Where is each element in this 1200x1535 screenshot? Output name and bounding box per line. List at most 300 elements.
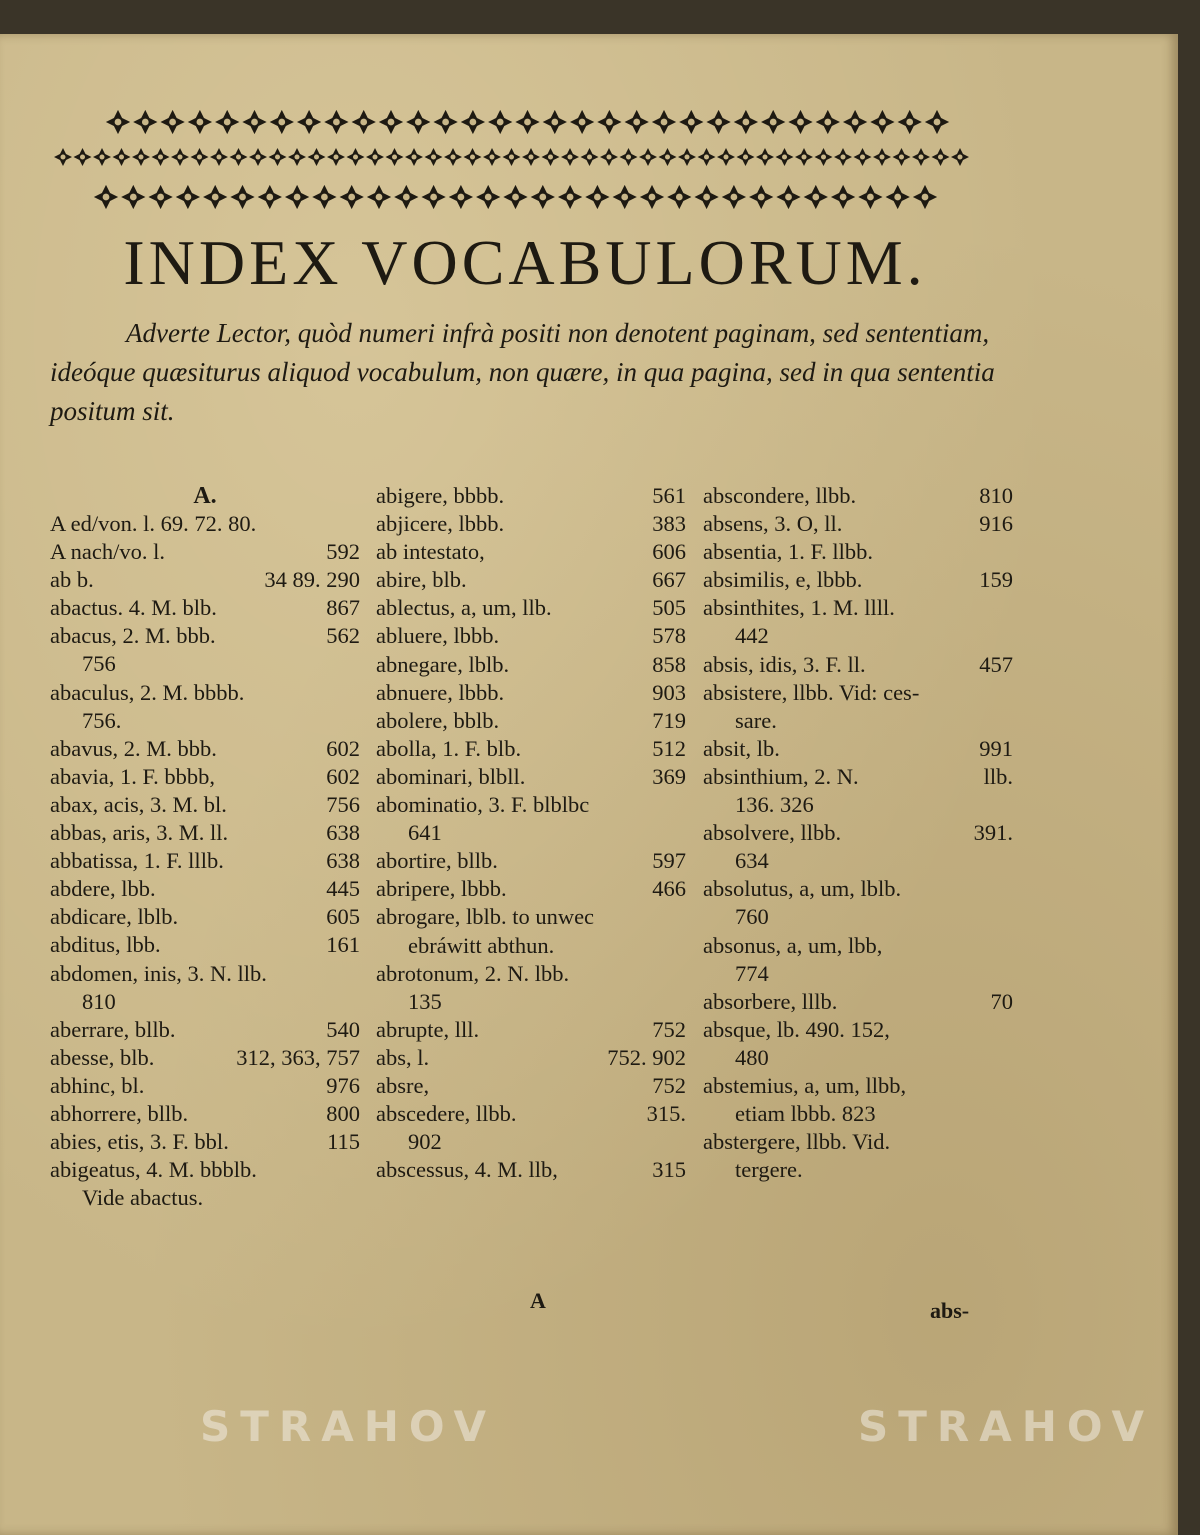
fleuron-icon: [613, 185, 637, 209]
entry-word: abies, etis, 3. F. bbl.: [50, 1129, 229, 1155]
index-entry: [50, 875, 360, 903]
entry-reference: 578: [652, 623, 686, 649]
entry-word: abacus, 2. M. bbb.: [50, 623, 216, 649]
entry-reference: 512: [652, 735, 686, 761]
entry-word: 756.: [82, 707, 122, 733]
index-entry: [50, 763, 360, 791]
index-entry: [703, 988, 1013, 1016]
fleuron-icon: [843, 110, 867, 134]
entry-word: abdere, lbb.: [50, 876, 156, 902]
fleuron-icon: [74, 148, 92, 166]
fleuron-icon: [367, 185, 391, 209]
index-entry: [50, 650, 360, 678]
fleuron-icon: [503, 185, 527, 209]
fleuron-icon: [620, 148, 638, 166]
fleuron-icon: [406, 110, 430, 134]
fleuron-icon: [678, 148, 696, 166]
index-entry: [376, 510, 686, 538]
entry-reference: 561: [652, 483, 686, 508]
entry-reference: 70: [990, 988, 1013, 1014]
fleuron-icon: [597, 110, 621, 134]
fleuron-icon: [324, 110, 348, 134]
fleuron-icon: [600, 148, 618, 166]
fleuron-icon: [776, 148, 794, 166]
index-entry: [703, 1016, 1013, 1044]
fleuron-icon: [639, 148, 657, 166]
entry-list: [703, 482, 1013, 1184]
fleuron-icon: [203, 185, 227, 209]
fleuron-icon: [327, 148, 345, 166]
index-entry: [703, 847, 1013, 875]
fleuron-icon: [854, 148, 872, 166]
fleuron-icon: [815, 148, 833, 166]
entry-reference: 391.: [973, 820, 1013, 846]
fleuron-icon: [749, 185, 773, 209]
entry-word: abstergere, llbb. Vid.: [703, 1129, 891, 1155]
fleuron-icon: [659, 148, 677, 166]
index-entry: [376, 482, 686, 510]
entry-list: [376, 482, 686, 1184]
entry-word: abluere, lbbb.: [376, 623, 500, 649]
fleuron-icon: [152, 148, 170, 166]
fleuron-icon: [698, 148, 716, 166]
fleuron-icon: [171, 148, 189, 166]
fleuron-icon: [270, 110, 294, 134]
entry-reference: 597: [652, 848, 686, 874]
entry-word: absistere, llbb. Vid: ces-: [703, 679, 920, 705]
index-column-3: [703, 482, 1013, 1184]
fleuron-icon: [951, 148, 969, 166]
fleuron-icon: [352, 110, 376, 134]
index-entry: [703, 1100, 1013, 1128]
entry-reference: 505: [652, 595, 686, 621]
fleuron-icon: [795, 148, 813, 166]
entry-reference: 638: [326, 820, 360, 846]
entry-reference: 606: [652, 539, 686, 565]
entry-word: absonus, a, um, lbb,: [703, 932, 883, 958]
watermark-stamp: STRAHOV: [858, 1402, 1154, 1451]
index-entry: [703, 594, 1013, 622]
entry-word: abnegare, lblb.: [376, 651, 510, 677]
fleuron-icon: [542, 148, 560, 166]
entry-word: 902: [408, 1129, 442, 1155]
index-column-1: [50, 482, 360, 1212]
index-entry: [703, 735, 1013, 763]
fleuron-icon: [285, 185, 309, 209]
entry-word: abs, l.: [376, 1044, 430, 1070]
index-entry: [376, 622, 686, 650]
fleuron-icon: [258, 185, 282, 209]
entry-word: abax, acis, 3. M. bl.: [50, 791, 227, 817]
entry-reference: 315: [652, 1157, 686, 1183]
fleuron-icon: [483, 148, 501, 166]
index-entry: [50, 1128, 360, 1156]
entry-word: abbatissa, 1. F. lllb.: [50, 848, 224, 874]
fleuron-icon: [561, 148, 579, 166]
fleuron-icon: [176, 185, 200, 209]
index-entry: [376, 960, 686, 988]
fleuron-icon: [737, 148, 755, 166]
index-entry: [376, 735, 686, 763]
index-entry: [703, 707, 1013, 735]
ornament-row-bottom: [94, 185, 937, 209]
entry-word: 634: [735, 848, 769, 874]
entry-word: 760: [735, 904, 769, 930]
fleuron-icon: [503, 148, 521, 166]
fleuron-icon: [312, 185, 336, 209]
entry-word: absentia, 1. F. llbb.: [703, 539, 874, 565]
fleuron-icon: [706, 110, 730, 134]
fleuron-icon: [585, 185, 609, 209]
entry-word: absis, idis, 3. F. ll.: [703, 651, 866, 677]
entry-reference: 602: [326, 735, 360, 761]
entry-reference: 719: [652, 707, 686, 733]
fleuron-icon: [858, 185, 882, 209]
catchword-signature: A: [530, 1288, 546, 1313]
index-entry: [50, 1184, 360, 1212]
fleuron-icon: [394, 185, 418, 209]
entry-word: absre,: [376, 1072, 430, 1098]
index-entry: [703, 1044, 1013, 1072]
entry-word: 136. 326: [735, 792, 814, 818]
entry-word: ablectus, a, um, llb.: [376, 595, 552, 621]
entry-word: abominari, blbll.: [376, 763, 526, 789]
fleuron-icon: [694, 185, 718, 209]
index-entry: [376, 1128, 686, 1156]
entry-word: sare.: [735, 707, 777, 733]
entry-reference: 756: [326, 791, 360, 817]
index-entry: [703, 1128, 1013, 1156]
fleuron-icon: [121, 185, 145, 209]
fleuron-icon: [816, 110, 840, 134]
fleuron-icon: [148, 185, 172, 209]
index-entry: [703, 622, 1013, 650]
entry-reference: 867: [326, 595, 360, 621]
entry-word: absinthium, 2. N.: [703, 763, 859, 789]
ornament-row-top: [106, 110, 949, 134]
fleuron-icon: [870, 110, 894, 134]
fleuron-icon: [570, 110, 594, 134]
index-entry: [376, 538, 686, 566]
fleuron-icon: [464, 148, 482, 166]
entry-word: abigeatus, 4. M. bbblb.: [50, 1157, 257, 1183]
entry-word: abscedere, llbb.: [376, 1101, 517, 1127]
entry-word: 756: [82, 651, 116, 677]
index-entry: [376, 707, 686, 735]
index-entry: [703, 1156, 1013, 1184]
entry-reference: 916: [979, 511, 1013, 537]
book-page: [0, 34, 1178, 1535]
fleuron-icon: [834, 148, 852, 166]
entry-reference: 810: [979, 483, 1013, 508]
entry-reference: llb.: [983, 763, 1013, 789]
fleuron-icon: [113, 148, 131, 166]
ornament-row-middle: [54, 148, 969, 166]
entry-word: abnuere, lbbb.: [376, 679, 505, 705]
entry-word: abigere, bbbb.: [376, 483, 505, 508]
index-entry: [50, 791, 360, 819]
entry-word: ebráwitt abthun.: [408, 932, 555, 958]
fleuron-icon: [191, 148, 209, 166]
fleuron-icon: [925, 110, 949, 134]
index-entry: [703, 538, 1013, 566]
entry-word: A nach/vo. l.: [50, 539, 165, 565]
fleuron-icon: [913, 185, 937, 209]
index-entry: [376, 651, 686, 679]
entry-word: A ed/von. l. 69. 72. 80.: [50, 511, 257, 536]
index-entry: [703, 960, 1013, 988]
index-entry: [703, 679, 1013, 707]
entry-reference: 638: [326, 848, 360, 874]
index-entry: [50, 931, 360, 959]
index-entry: [376, 932, 686, 960]
entry-word: abolere, bblb.: [376, 707, 500, 733]
entry-word: ab intestato,: [376, 539, 485, 565]
index-entry: [50, 594, 360, 622]
fleuron-icon: [308, 148, 326, 166]
entry-word: abdomen, inis, 3. N. llb.: [50, 960, 267, 986]
fleuron-icon: [776, 185, 800, 209]
entry-word: absorbere, lllb.: [703, 988, 838, 1014]
index-entry: [376, 1016, 686, 1044]
entry-word: etiam lbbb. 823: [735, 1101, 876, 1127]
index-entry: [50, 847, 360, 875]
index-entry: [376, 1100, 686, 1128]
entry-word: abolla, 1. F. blb.: [376, 735, 522, 761]
entry-reference: 991: [979, 735, 1013, 761]
entry-reference: 466: [652, 876, 686, 902]
fleuron-icon: [625, 110, 649, 134]
entry-word: Vide abactus.: [82, 1185, 204, 1211]
index-entry: [50, 1072, 360, 1100]
index-entry: [703, 875, 1013, 903]
entry-word: absolutus, a, um, lblb.: [703, 876, 902, 902]
fleuron-icon: [581, 148, 599, 166]
entry-reference: 457: [979, 651, 1013, 677]
entry-word: abscessus, 4. M. llb,: [376, 1157, 558, 1183]
index-entry: [703, 791, 1013, 819]
entry-word: abscondere, llbb.: [703, 483, 857, 508]
fleuron-icon: [215, 110, 239, 134]
index-entry: [376, 791, 686, 819]
index-entry: [50, 903, 360, 931]
entry-reference: 159: [979, 567, 1013, 593]
entry-word: abactus. 4. M. blb.: [50, 595, 217, 621]
watermark-stamp: STRAHOV: [200, 1402, 496, 1451]
index-entry: [376, 1156, 686, 1184]
entry-word: 810: [82, 988, 116, 1014]
fleuron-icon: [734, 110, 758, 134]
index-entry: [376, 763, 686, 791]
fleuron-icon: [476, 185, 500, 209]
entry-word: 135: [408, 988, 442, 1014]
index-entry: [376, 903, 686, 931]
fleuron-icon: [788, 110, 812, 134]
entry-reference: 752. 902: [607, 1044, 686, 1070]
entry-word: 480: [735, 1044, 769, 1070]
printers-ornament-band: [48, 92, 998, 222]
index-entry: [50, 988, 360, 1016]
entry-word: abrogare, lblb. to unwec: [376, 904, 595, 930]
fleuron-icon: [679, 110, 703, 134]
index-entry: [50, 819, 360, 847]
index-entry: [50, 735, 360, 763]
fleuron-icon: [386, 148, 404, 166]
index-entry: [50, 1016, 360, 1044]
fleuron-icon: [54, 148, 72, 166]
index-entry: [703, 566, 1013, 594]
entry-reference: 562: [326, 623, 360, 649]
index-entry: [376, 1044, 686, 1072]
index-column-2: [376, 482, 686, 1184]
entry-word: abstemius, a, um, llbb,: [703, 1072, 907, 1098]
index-entry: [50, 622, 360, 650]
entry-word: abesse, blb.: [50, 1044, 155, 1070]
entry-word: ab b.: [50, 567, 94, 593]
entry-reference: 602: [326, 763, 360, 789]
fleuron-icon: [242, 110, 266, 134]
fleuron-icon: [269, 148, 287, 166]
fleuron-icon: [804, 185, 828, 209]
index-entry: [50, 1156, 360, 1184]
catchword: abs-: [930, 1298, 970, 1323]
index-entry: [50, 538, 360, 566]
index-entry: [376, 819, 686, 847]
fleuron-icon: [640, 185, 664, 209]
fleuron-icon: [667, 185, 691, 209]
letter-heading: A.: [193, 483, 217, 509]
entry-reference: 903: [652, 679, 686, 705]
entry-reference: 667: [652, 567, 686, 593]
fleuron-icon: [932, 148, 950, 166]
fleuron-icon: [488, 110, 512, 134]
entry-reference: 34 89. 290: [264, 567, 360, 593]
fleuron-icon: [94, 185, 118, 209]
entry-reference: 161: [326, 932, 360, 958]
index-entry: [703, 819, 1013, 847]
entry-word: abrupte, lll.: [376, 1016, 480, 1042]
entry-reference: 976: [326, 1072, 360, 1098]
index-entry: [376, 988, 686, 1016]
index-entry: [703, 932, 1013, 960]
entry-word: abditus, lbb.: [50, 932, 161, 958]
entry-word: abhinc, bl.: [50, 1072, 145, 1098]
fleuron-icon: [133, 110, 157, 134]
entry-word: absens, 3. O, ll.: [703, 511, 843, 537]
index-entry: [376, 566, 686, 594]
entry-word: 641: [408, 820, 442, 846]
entry-word: abire, blb.: [376, 567, 467, 593]
fleuron-icon: [898, 110, 922, 134]
entry-word: abhorrere, bllb.: [50, 1100, 189, 1126]
fleuron-icon: [531, 185, 555, 209]
fleuron-icon: [347, 148, 365, 166]
fleuron-icon: [421, 185, 445, 209]
entry-word: tergere.: [735, 1157, 803, 1183]
fleuron-icon: [515, 110, 539, 134]
fleuron-icon: [230, 148, 248, 166]
index-entry: [50, 679, 360, 707]
index-entry: [376, 847, 686, 875]
fleuron-icon: [379, 110, 403, 134]
fleuron-icon: [722, 185, 746, 209]
index-entry: [50, 510, 360, 538]
index-entry: [703, 482, 1013, 510]
entry-word: absque, lb. 490. 152,: [703, 1016, 890, 1042]
entry-word: abjicere, lbbb.: [376, 511, 505, 537]
entry-reference: 315.: [646, 1101, 686, 1127]
entry-list: [50, 510, 360, 1212]
entry-reference: 752: [652, 1072, 686, 1098]
fleuron-icon: [433, 110, 457, 134]
fleuron-icon: [106, 110, 130, 134]
index-entry: [50, 707, 360, 735]
entry-reference: 445: [326, 876, 360, 902]
fleuron-icon: [93, 148, 111, 166]
index-entry: [703, 510, 1013, 538]
fleuron-icon: [761, 110, 785, 134]
index-entry: [376, 1072, 686, 1100]
index-entry: [703, 903, 1013, 931]
entry-reference: 312, 363, 757: [236, 1044, 360, 1070]
fleuron-icon: [230, 185, 254, 209]
fleuron-icon: [461, 110, 485, 134]
fleuron-icon: [210, 148, 228, 166]
entry-word: abrotonum, 2. N. lbb.: [376, 960, 570, 986]
fleuron-icon: [886, 185, 910, 209]
fleuron-icon: [893, 148, 911, 166]
entry-word: abbas, aris, 3. M. ll.: [50, 820, 229, 846]
entry-reference: 858: [652, 651, 686, 677]
fleuron-icon: [297, 110, 321, 134]
fleuron-icon: [160, 110, 184, 134]
entry-word: 774: [735, 960, 769, 986]
fleuron-icon: [652, 110, 676, 134]
index-entry: [50, 566, 360, 594]
entry-word: abominatio, 3. F. blblbc: [376, 792, 590, 818]
fleuron-icon: [132, 148, 150, 166]
index-entry: [703, 1072, 1013, 1100]
entry-word: abdicare, lblb.: [50, 904, 179, 930]
fleuron-icon: [717, 148, 735, 166]
entry-reference: 592: [326, 539, 360, 565]
fleuron-icon: [873, 148, 891, 166]
entry-word: abaculus, 2. M. bbbb.: [50, 679, 245, 705]
fleuron-icon: [249, 148, 267, 166]
fleuron-icon: [449, 185, 473, 209]
entry-word: abavia, 1. F. bbbb,: [50, 763, 216, 789]
reader-notice: Adverte Lector, quòd numeri infrà positi non denotent paginam, sed sententiam, ideóque quæsiturus aliquod vocabulum, non quære, in qua pagina, sed in qua sententia positum sit.: [50, 318, 995, 426]
fleuron-icon: [340, 185, 364, 209]
fleuron-icon: [288, 148, 306, 166]
fleuron-icon: [425, 148, 443, 166]
entry-word: absinthites, 1. M. llll.: [703, 595, 895, 621]
entry-word: abavus, 2. M. bbb.: [50, 735, 217, 761]
fleuron-icon: [543, 110, 567, 134]
index-entry: [50, 960, 360, 988]
entry-reference: 800: [326, 1100, 360, 1126]
fleuron-icon: [756, 148, 774, 166]
fleuron-icon: [522, 148, 540, 166]
entry-word: abortire, bllb.: [376, 848, 498, 874]
entry-word: absolvere, llbb.: [703, 820, 842, 846]
fleuron-icon: [188, 110, 212, 134]
entry-reference: 369: [652, 763, 686, 789]
entry-reference: 605: [326, 904, 360, 930]
index-entry: [376, 594, 686, 622]
entry-reference: 115: [327, 1129, 360, 1155]
index-entry: [703, 651, 1013, 679]
